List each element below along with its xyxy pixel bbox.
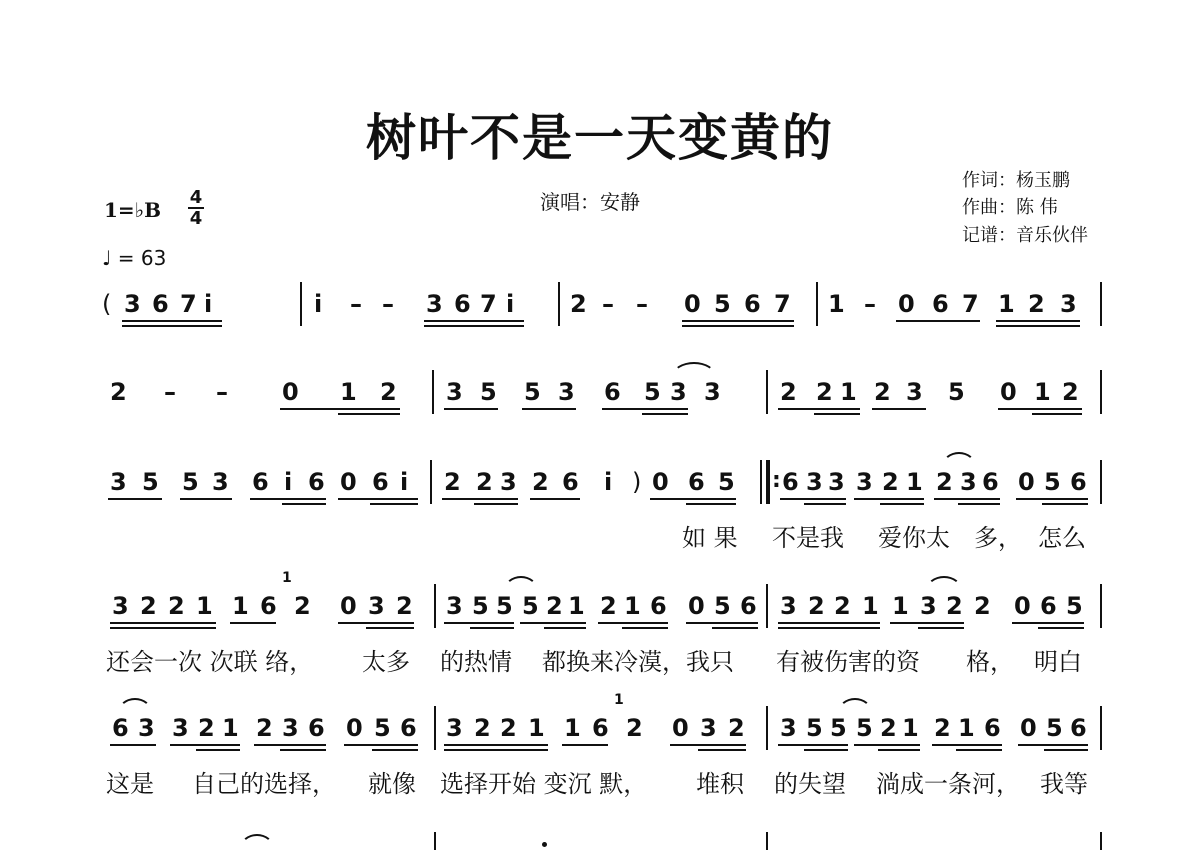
score-row-4: 3 2 2 1 1 6 2 1 0 3 2 3 5 5 5 2 1 2 1 6 0 5 6 3 2 2 1 1 3 2 2 0 6 5 <box>100 592 1110 642</box>
time-signature-top: 4 <box>189 187 203 208</box>
composer-credit: 作曲：陈 伟 <box>962 197 1058 218</box>
score-row-1: ( 3 6 7 i i – – 3 6 7 i 2 – – 0 5 6 7 1 – 0 6 7 1 2 3 <box>100 290 1110 340</box>
transcriber-credit: 记谱：音乐伙伴 <box>962 225 1088 246</box>
time-signature-bottom: 4 <box>189 208 203 229</box>
lyricist-credit: 作词：杨玉鹏 <box>962 170 1070 191</box>
lyrics-row-1: 如 果 不是我 爱你太 多， 怎么 <box>682 524 1086 552</box>
singer-credit: 演唱：安静 <box>540 190 640 214</box>
lyrics-row-2: 还会一次 次联 络， 太多 的热情 都换来冷漠，我只 有被伤害的资 格， 明白 <box>106 648 1082 676</box>
key-signature: 1=♭B <box>104 198 162 222</box>
lyrics-row-3: 这是 自己的选择， 就像 选择开始 变沉 默， 堆积 的失望 淌成一条河， 我等 <box>106 770 1088 798</box>
score-row-6-partial <box>100 830 1110 850</box>
time-signature <box>186 188 206 228</box>
song-title: 树叶不是一天变黄的 <box>366 108 834 167</box>
tempo-marking: ♩ = 63 <box>102 246 167 270</box>
score-row-3: 3 5 5 3 6 i 6 0 6 i 2 2 3 2 6 i ) 0 6 5 : 6 3 3 3 2 1 2 3 6 0 5 6 <box>100 468 1110 518</box>
score-row-2: 2 – – 0 1 2 3 5 5 3 6 5 3 3 2 2 1 2 3 5 0 1 2 <box>100 378 1110 428</box>
score-row-5: 6 3 3 2 1 2 3 6 0 5 6 3 2 2 1 1 6 2 1 0 3 2 3 5 5 5 2 1 2 1 6 0 5 6 <box>100 714 1110 764</box>
